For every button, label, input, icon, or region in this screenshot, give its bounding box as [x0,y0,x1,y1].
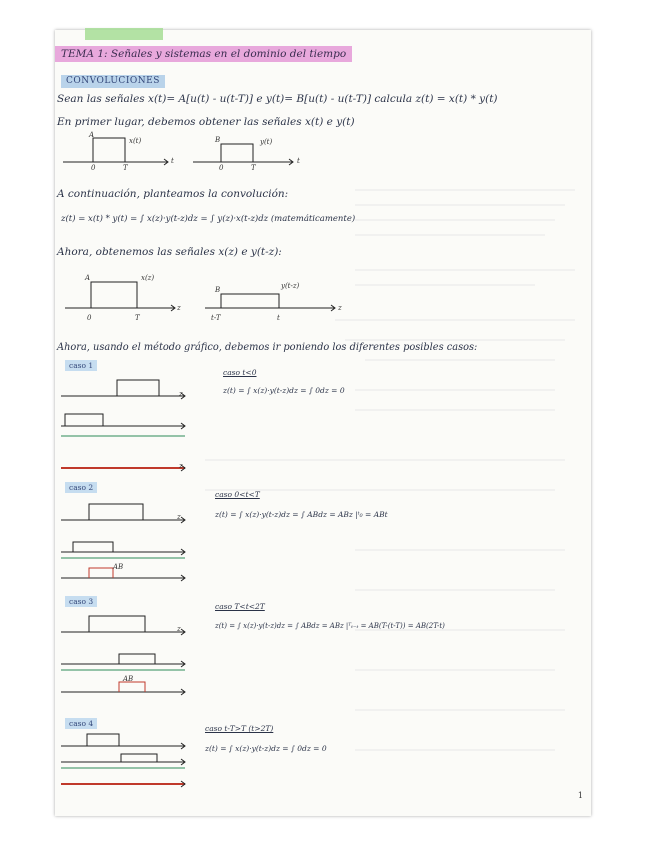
case-1-label: caso 1 [65,360,97,371]
amp-b-label: B [215,136,221,144]
case-3-condition: caso T<t<2T [215,602,265,611]
intro-line-1: Sean las señales x(t)= A[u(t) - u(t-T)] e y(t)= B[u(t) - u(t-T)] calcula z(t) = x(t) * y(t) [57,93,498,105]
case-2-formula: z(t) = ∫ x(z)·y(t-z)dz = ∫ ABdz = ABz |ᵗ₀ = ABt [215,510,388,519]
step2-line: Ahora, obtenemos las señales x(z) e y(t-z): [57,246,282,258]
case-4-formula: z(t) = ∫ x(z)·y(t-z)dz = ∫ 0dz = 0 [205,744,327,753]
page-title: TEMA 1: Señales y sistemas en el dominio del tiempo [55,46,352,62]
ytz-label: y(t-z) [281,282,300,290]
xt-label: x(t) [129,137,142,145]
ytz-axis-label: z [338,304,342,312]
case-2-label: caso 2 [65,482,97,493]
zero-label-y: 0 [219,164,224,172]
ytz-amp-label: B [215,286,221,294]
convolution-intro: A continuación, planteamos la convolución: [57,188,289,200]
zero-label: 0 [91,164,96,172]
case-4-condition: caso t-T>T (t>2T) [205,724,274,733]
signals-xz-ytz-diagram [65,270,335,320]
tape-strip [85,28,163,40]
section-heading: CONVOLUCIONES [61,75,165,88]
case-1-formula: z(t) = ∫ x(z)·y(t-z)dz = ∫ 0dz = 0 [223,386,345,395]
yt-label: y(t) [260,138,273,146]
case-1-diagram [59,370,189,480]
case-2-z-label: z [177,513,181,521]
case-3-formula: z(t) = ∫ x(z)·y(t-z)dz = ∫ ABdz = ABz |ᵀₜ₋ₜ = AB(T-(t-T)) = AB(2T-t) [215,622,445,630]
case-2-ab-label: AB [113,563,124,571]
ytz-t-label: t [277,314,280,322]
intro-line-2: En primer lugar, debemos obtener las señales x(t) e y(t) [57,116,355,128]
step3-line: Ahora, usando el método gráfico, debemos ir poniendo los diferentes posibles casos: [57,342,478,353]
case-1-condition: caso t<0 [223,368,257,377]
xz-zero-label: 0 [87,314,92,322]
t-axis-label-y: t [297,157,300,165]
convolution-formula: z(t) = x(t) * y(t) = ∫ x(z)·y(t-z)dz = ∫ y(z)·x(t-z)dz (matemáticamente) [61,214,356,224]
case-3-ab-label: AB [123,675,134,683]
case-1-z-label: z [179,390,183,398]
case-1-z2-label: z [179,462,183,470]
page-number: 1 [577,791,583,800]
t-tick-label: T [123,164,128,172]
xz-amp-label: A [85,274,91,282]
case-2-condition: caso 0<t<T [215,490,260,499]
ytz-tT-label: t-T [211,314,221,322]
signals-xt-yt-diagram [63,130,293,180]
t-axis-label: t [171,157,174,165]
case-2-diagram [59,492,189,588]
case-3-z-label: z [177,625,181,633]
xz-axis-label: z [177,304,181,312]
case-4-label: caso 4 [65,718,97,729]
t-tick-label-y: T [251,164,256,172]
xz-label: x(z) [141,274,155,282]
case-3-diagram [59,606,189,702]
amp-a-label: A [89,131,95,139]
case-4-diagram [59,728,189,794]
notebook-page [55,30,591,816]
xz-t-label: T [135,314,140,322]
case-3-label: caso 3 [65,596,97,607]
